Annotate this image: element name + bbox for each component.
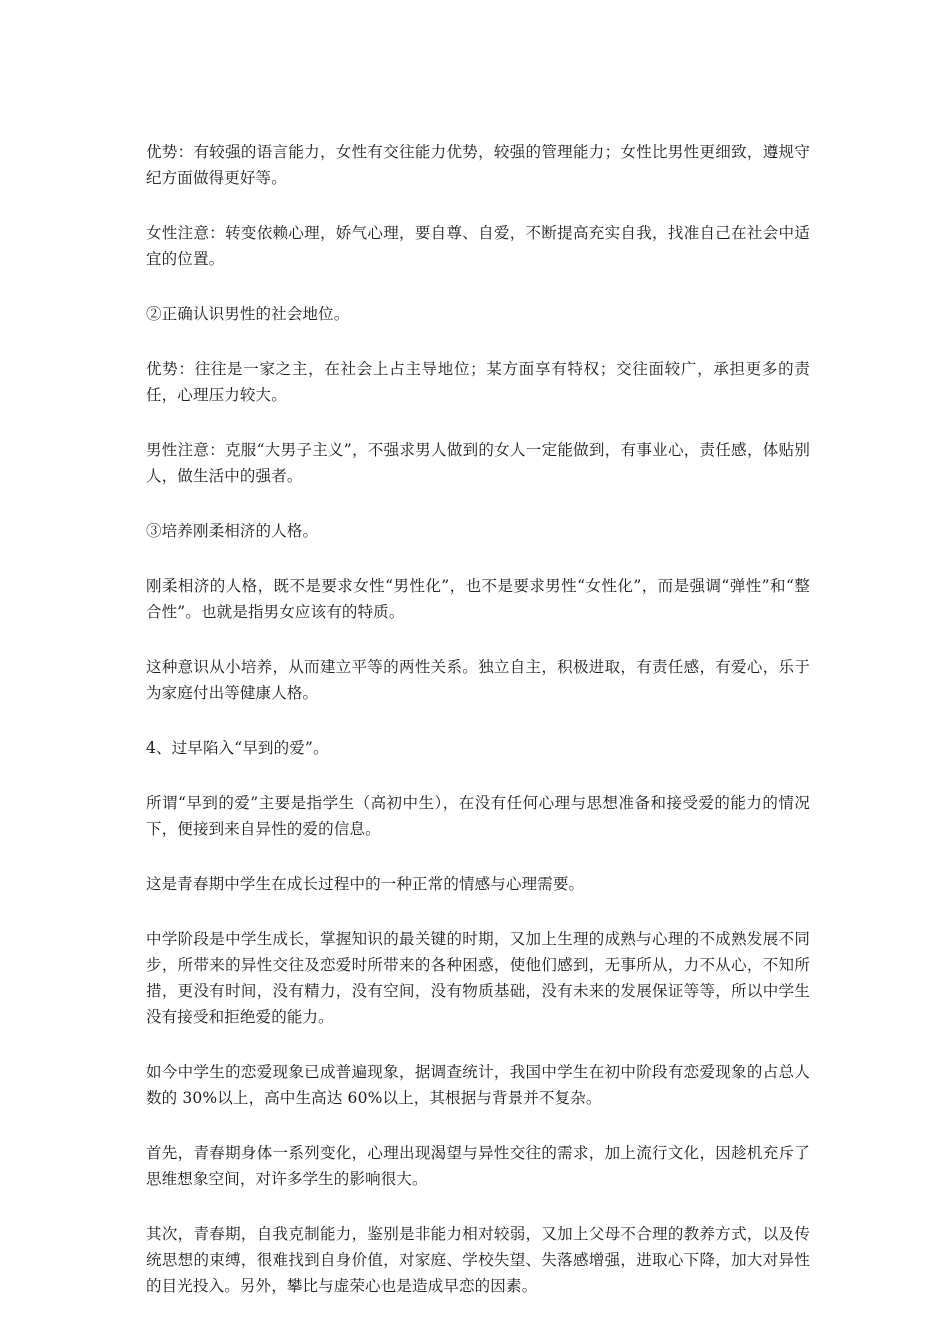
heading-early-love: 4、过早陷入“早到的爱”。 xyxy=(146,739,329,757)
paragraph-balanced-personality: 刚柔相济的人格，既不是要求女性“男性化”，也不是要求男性“女性化”，而是强调“弹性”和“整合性”。也就是指男女应该有的特质。 xyxy=(146,577,810,621)
document-body xyxy=(146,139,810,1328)
paragraph-female-strengths: 优势：有较强的语言能力，女性有交往能力优势，较强的管理能力；女性比男性更细致，遵规守纪方面做得更好等。 xyxy=(146,143,810,187)
heading-balanced-personality: ③培养刚柔相济的人格。 xyxy=(146,522,319,540)
paragraph-normal-need: 这是青春期中学生在成长过程中的一种正常的情感与心理需要。 xyxy=(146,875,585,893)
paragraph-statistics: 如今中学生的恋爱现象已成普遍现象，据调查统计，我国中学生在初中阶段有恋爱现象的占总人数的 30%以上，高中生高达 60%以上，其根据与背景并不复杂。 xyxy=(146,1063,810,1107)
paragraph-female-attention: 女性注意：转变依赖心理，娇气心理，要自尊、自爱，不断提高充实自我，找准自己在社会中适宜的位置。 xyxy=(146,224,810,268)
paragraph-first-reason: 首先，青春期身体一系列变化，心理出现渴望与异性交往的需求，加上流行文化，因趁机充斥了思维想象空间，对许多学生的影响很大。 xyxy=(146,1144,810,1188)
heading-male-social-status: ②正确认识男性的社会地位。 xyxy=(146,305,350,323)
paragraph-male-strengths: 优势：往往是一家之主，在社会上占主导地位；某方面享有特权；交往面较广，承担更多的责任，心理压力较大。 xyxy=(146,360,810,404)
paragraph-second-reason: 其次，青春期，自我克制能力，鉴别是非能力相对较弱，又加上父母不合理的教养方式，以及传统思想的束缚，很难找到自身价值，对家庭、学校失望、失落感增强，进取心下降，加大对异性的目光投入。另外，攀比与虚荣心也是造成早恋的因素。 xyxy=(146,1225,810,1295)
paragraph-equal-relations: 这种意识从小培养，从而建立平等的两性关系。独立自主，积极进取，有责任感，有爱心，乐于为家庭付出等健康人格。 xyxy=(146,658,810,702)
paragraph-male-attention: 男性注意：克服“大男子主义”，不强求男人做到的女人一定能做到，有事业心，责任感，体贴别人，做生活中的强者。 xyxy=(146,441,810,485)
paragraph-middle-school-stage: 中学阶段是中学生成长，掌握知识的最关键的时期，又加上生理的成熟与心理的不成熟发展不同步，所带来的异性交往及恋爱时所带来的各种困惑，使他们感到，无事所从，力不从心，不知所措，更没有时间，没有精力，没有空间，没有物质基础，没有未来的发展保证等等，所以中学生没有接受和拒绝爱的能力。 xyxy=(146,930,810,1026)
paragraph-early-love-definition: 所谓“早到的爱”主要是指学生（高初中生），在没有任何心理与思想准备和接受爱的能力的情况下，便接到来自异性的爱的信息。 xyxy=(146,794,810,838)
